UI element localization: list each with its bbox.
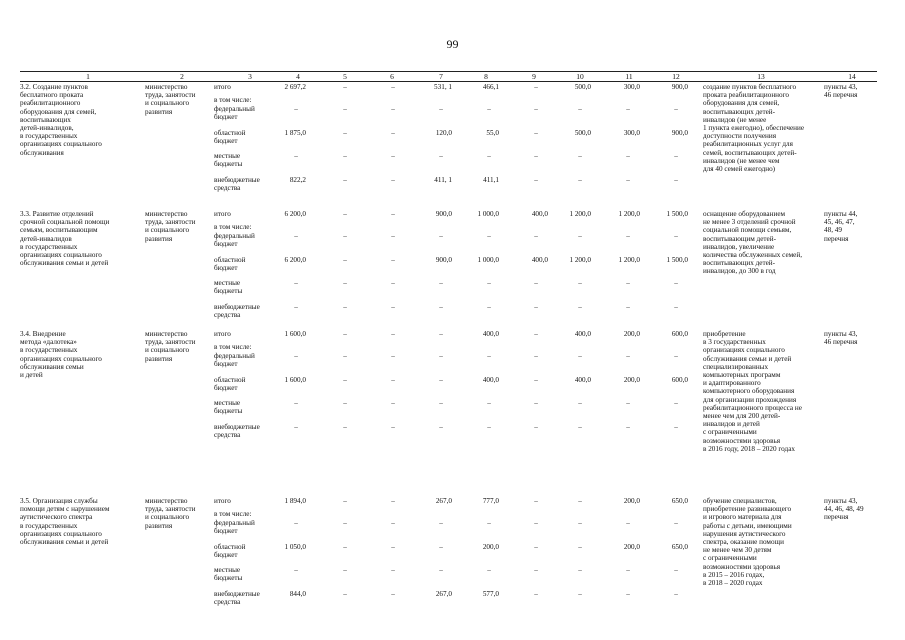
dash-cell: –	[674, 422, 678, 431]
program-list-points: пункты 44, 45, 46, 47, 48, 49 перечня	[824, 210, 858, 243]
column-number: 14	[848, 72, 856, 81]
dash-cell: –	[674, 279, 678, 287]
dash-cell: –	[626, 279, 630, 287]
dash-cell: –	[439, 375, 443, 384]
dash-cell: –	[534, 352, 538, 360]
dash-cell: –	[343, 497, 347, 505]
amount-cell: 300,0	[623, 128, 640, 137]
dash-cell: –	[578, 105, 582, 113]
funding-source-label: местные бюджеты	[214, 566, 243, 583]
funding-source-label: местные бюджеты	[214, 152, 243, 169]
dash-cell: –	[343, 519, 347, 527]
amount-cell: 120,0	[435, 128, 452, 137]
amount-cell: 1 000,0	[477, 210, 499, 218]
amount-cell: 1 894,0	[284, 497, 306, 505]
amount-cell: 1 000,0	[477, 255, 499, 264]
funding-source-label: итого	[214, 497, 231, 505]
amount-cell: 1 050,0	[284, 542, 306, 551]
funding-source-label: итого	[214, 330, 231, 338]
amount-cell: 200,0	[623, 375, 640, 384]
dash-cell: –	[343, 105, 347, 113]
dash-cell: –	[578, 152, 582, 160]
column-number: 12	[672, 72, 680, 81]
dash-cell: –	[391, 128, 395, 137]
amount-cell: 500,0	[574, 128, 591, 137]
dash-cell: –	[578, 542, 582, 551]
program-list-points: пункты 43, 46 перечня	[824, 83, 858, 100]
dash-cell: –	[626, 422, 630, 431]
funding-source-label: областной бюджет	[214, 128, 246, 145]
dash-cell: –	[487, 232, 491, 240]
amount-cell: 466,1	[482, 83, 499, 91]
expected-result: обучение специалистов, приобретение развивающего и игрового материала для работы с детьми, имеющими нарушения аутистического спектра, оказание помощи не менее чем 30 детям с ограниченными возможностями здоровья в 2015 – 2016 годах, в 2018 – 2020 годах	[703, 497, 792, 588]
funding-source-label: итого	[214, 210, 231, 218]
dash-cell: –	[343, 375, 347, 384]
amount-cell: 577,0	[482, 589, 499, 598]
responsible-executor: министерство труда, занятости и социального развития	[145, 330, 196, 363]
amount-cell: 400,0	[531, 255, 548, 264]
column-number: 4	[296, 72, 300, 81]
dash-cell: –	[578, 175, 582, 184]
dash-cell: –	[391, 542, 395, 551]
dash-cell: –	[343, 255, 347, 264]
dash-cell: –	[674, 399, 678, 407]
amount-cell: 1 200,0	[618, 210, 640, 218]
amount-cell: 200,0	[623, 542, 640, 551]
amount-cell: 531, 1	[434, 83, 452, 91]
dash-cell: –	[674, 152, 678, 160]
column-number: 3	[248, 72, 252, 81]
dash-cell: –	[391, 352, 395, 360]
amount-cell: 1 600,0	[284, 375, 306, 384]
dash-cell: –	[674, 352, 678, 360]
dash-cell: –	[534, 279, 538, 287]
amount-cell: 600,0	[671, 375, 688, 384]
funding-source-label: областной бюджет	[214, 542, 246, 559]
dash-cell: –	[534, 175, 538, 184]
amount-cell: 650,0	[671, 542, 688, 551]
funding-source-label: федеральный бюджет	[214, 352, 255, 369]
column-number: 11	[625, 72, 633, 81]
dash-cell: –	[674, 175, 678, 184]
dash-cell: –	[294, 105, 298, 113]
dash-cell: –	[343, 232, 347, 240]
dash-cell: –	[294, 279, 298, 287]
amount-cell: 55,0	[486, 128, 499, 137]
dash-cell: –	[391, 497, 395, 505]
dash-cell: –	[487, 352, 491, 360]
dash-cell: –	[343, 399, 347, 407]
amount-cell: 1 875,0	[284, 128, 306, 137]
funding-source-label: федеральный бюджет	[214, 105, 255, 122]
dash-cell: –	[578, 399, 582, 407]
amount-cell: 6 200,0	[284, 255, 306, 264]
column-number: 7	[439, 72, 443, 81]
dash-cell: –	[487, 399, 491, 407]
amount-cell: 777,0	[482, 497, 499, 505]
funding-source-label: в том числе:	[214, 342, 252, 351]
funding-source-label: областной бюджет	[214, 375, 246, 392]
dash-cell: –	[534, 519, 538, 527]
dash-cell: –	[487, 566, 491, 574]
column-number: 8	[484, 72, 488, 81]
dash-cell: –	[343, 422, 347, 431]
dash-cell: –	[294, 152, 298, 160]
program-list-points: пункты 43, 46 перечня	[824, 330, 858, 347]
dash-cell: –	[534, 375, 538, 384]
funding-source-label: областной бюджет	[214, 255, 246, 272]
amount-cell: 400,0	[482, 330, 499, 338]
responsible-executor: министерство труда, занятости и социального развития	[145, 210, 196, 243]
dash-cell: –	[534, 302, 538, 311]
dash-cell: –	[578, 589, 582, 598]
dash-cell: –	[626, 519, 630, 527]
amount-cell: 1 500,0	[666, 210, 688, 218]
dash-cell: –	[626, 175, 630, 184]
dash-cell: –	[391, 519, 395, 527]
dash-cell: –	[439, 105, 443, 113]
funding-source-label: в том числе:	[214, 509, 252, 518]
dash-cell: –	[534, 497, 538, 505]
funding-source-label: в том числе:	[214, 95, 252, 104]
dash-cell: –	[626, 232, 630, 240]
column-number: 9	[532, 72, 536, 81]
amount-cell: 300,0	[623, 83, 640, 91]
dash-cell: –	[487, 105, 491, 113]
dash-cell: –	[343, 302, 347, 311]
amount-cell: 400,0	[574, 330, 591, 338]
dash-cell: –	[391, 589, 395, 598]
dash-cell: –	[391, 105, 395, 113]
measure-name: 3.4. Внедрение метода «далотека» в государственных организациях социального обслуживания семьи и детей	[20, 330, 102, 380]
measure-name: 3.5. Организация службы помощи детям с нарушением аутистического спектра в государственных организациях социального обслуживания семьи и детей	[20, 497, 110, 547]
dash-cell: –	[343, 83, 347, 91]
funding-source-label: внебюджетные средства	[214, 302, 260, 319]
amount-cell: 200,0	[623, 497, 640, 505]
amount-cell: 400,0	[574, 375, 591, 384]
column-number: 2	[180, 72, 184, 81]
dash-cell: –	[343, 152, 347, 160]
dash-cell: –	[294, 232, 298, 240]
dash-cell: –	[391, 232, 395, 240]
dash-cell: –	[439, 352, 443, 360]
amount-cell: 1 500,0	[666, 255, 688, 264]
dash-cell: –	[674, 302, 678, 311]
dash-cell: –	[487, 152, 491, 160]
dash-cell: –	[439, 152, 443, 160]
dash-cell: –	[439, 422, 443, 431]
dash-cell: –	[391, 566, 395, 574]
responsible-executor: министерство труда, занятости и социального развития	[145, 497, 196, 530]
dash-cell: –	[578, 302, 582, 311]
dash-cell: –	[626, 566, 630, 574]
amount-cell: 267,0	[435, 497, 452, 505]
dash-cell: –	[391, 210, 395, 218]
dash-cell: –	[674, 232, 678, 240]
dash-cell: –	[626, 589, 630, 598]
dash-cell: –	[534, 542, 538, 551]
dash-cell: –	[391, 255, 395, 264]
funding-source-label: итого	[214, 83, 231, 91]
funding-source-label: местные бюджеты	[214, 399, 243, 416]
column-number: 5	[343, 72, 347, 81]
amount-cell: 500,0	[574, 83, 591, 91]
dash-cell: –	[578, 232, 582, 240]
dash-cell: –	[294, 519, 298, 527]
dash-cell: –	[578, 352, 582, 360]
dash-cell: –	[391, 422, 395, 431]
amount-cell: 900,0	[435, 210, 452, 218]
amount-cell: 1 200,0	[569, 255, 591, 264]
dash-cell: –	[391, 83, 395, 91]
dash-cell: –	[343, 352, 347, 360]
dash-cell: –	[578, 279, 582, 287]
dash-cell: –	[487, 519, 491, 527]
dash-cell: –	[343, 566, 347, 574]
dash-cell: –	[294, 302, 298, 311]
dash-cell: –	[294, 566, 298, 574]
dash-cell: –	[578, 497, 582, 505]
dash-cell: –	[626, 105, 630, 113]
dash-cell: –	[439, 542, 443, 551]
amount-cell: 1 600,0	[284, 330, 306, 338]
funding-source-label: внебюджетные средства	[214, 422, 260, 439]
column-number: 6	[390, 72, 394, 81]
dash-cell: –	[391, 175, 395, 184]
dash-cell: –	[626, 302, 630, 311]
dash-cell: –	[578, 566, 582, 574]
dash-cell: –	[674, 105, 678, 113]
dash-cell: –	[534, 128, 538, 137]
dash-cell: –	[534, 330, 538, 338]
funding-source-label: в том числе:	[214, 222, 252, 231]
dash-cell: –	[439, 279, 443, 287]
dash-cell: –	[343, 589, 347, 598]
column-number: 13	[757, 72, 765, 81]
dash-cell: –	[534, 566, 538, 574]
dash-cell: –	[534, 399, 538, 407]
amount-cell: 822,2	[289, 175, 306, 184]
dash-cell: –	[391, 375, 395, 384]
amount-cell: 900,0	[671, 128, 688, 137]
funding-source-label: местные бюджеты	[214, 279, 243, 296]
amount-cell: 400,0	[531, 210, 548, 218]
dash-cell: –	[626, 352, 630, 360]
dash-cell: –	[487, 302, 491, 311]
amount-cell: 600,0	[671, 330, 688, 338]
dash-cell: –	[391, 302, 395, 311]
amount-cell: 411, 1	[434, 175, 452, 184]
responsible-executor: министерство труда, занятости и социального развития	[145, 83, 196, 116]
column-number: 10	[576, 72, 584, 81]
amount-cell: 411,1	[483, 175, 499, 184]
dash-cell: –	[487, 422, 491, 431]
dash-cell: –	[534, 422, 538, 431]
expected-result: создание пунктов бесплатного проката реабилитационного оборудования для семей, воспитывающих детей- инвалидов (не менее 1 пункта ежегодно), обеспечение доступности получения реабилитационных услуг для семей, воспитывающих детей- инвалидов (не менее чем для 40 семей ежегодно)	[703, 83, 805, 174]
dash-cell: –	[343, 542, 347, 551]
dash-cell: –	[343, 330, 347, 338]
dash-cell: –	[439, 330, 443, 338]
dash-cell: –	[534, 589, 538, 598]
dash-cell: –	[534, 83, 538, 91]
dash-cell: –	[343, 210, 347, 218]
program-list-points: пункты 43, 44, 46, 48, 49 перечня	[824, 497, 864, 522]
amount-cell: 200,0	[482, 542, 499, 551]
dash-cell: –	[294, 352, 298, 360]
page-number: 99	[446, 37, 459, 51]
dash-cell: –	[487, 279, 491, 287]
measure-name: 3.3. Развитие отделений срочной социальной помощи семьям, воспитывающим детей-инвалидов в государственных организациях социального обслуживания семьи и детей	[20, 210, 110, 268]
measure-name: 3.2. Создание пунктов бесплатного проката реабилитационного оборудования для семей, воспитывающих детей-инвалидов, в государственных организациях социального обслуживания	[20, 83, 102, 157]
dash-cell: –	[391, 279, 395, 287]
funding-source-label: внебюджетные средства	[214, 175, 260, 192]
dash-cell: –	[439, 399, 443, 407]
dash-cell: –	[439, 232, 443, 240]
dash-cell: –	[294, 399, 298, 407]
dash-cell: –	[343, 279, 347, 287]
dash-cell: –	[439, 566, 443, 574]
amount-cell: 900,0	[671, 83, 688, 91]
dash-cell: –	[674, 566, 678, 574]
dash-cell: –	[578, 422, 582, 431]
dash-cell: –	[534, 232, 538, 240]
dash-cell: –	[534, 152, 538, 160]
dash-cell: –	[578, 519, 582, 527]
dash-cell: –	[391, 399, 395, 407]
funding-source-label: внебюджетные средства	[214, 589, 260, 606]
amount-cell: 844,0	[289, 589, 306, 598]
dash-cell: –	[439, 519, 443, 527]
dash-cell: –	[534, 105, 538, 113]
amount-cell: 2 697,2	[284, 83, 306, 91]
amount-cell: 1 200,0	[569, 210, 591, 218]
column-number: 1	[86, 72, 90, 81]
dash-cell: –	[439, 302, 443, 311]
dash-cell: –	[674, 519, 678, 527]
dash-cell: –	[294, 422, 298, 431]
column-number-header	[20, 71, 877, 82]
dash-cell: –	[626, 152, 630, 160]
amount-cell: 200,0	[623, 330, 640, 338]
amount-cell: 650,0	[671, 497, 688, 505]
amount-cell: 1 200,0	[618, 255, 640, 264]
amount-cell: 6 200,0	[284, 210, 306, 218]
dash-cell: –	[343, 128, 347, 137]
amount-cell: 400,0	[482, 375, 499, 384]
dash-cell: –	[391, 330, 395, 338]
expected-result: оснащение оборудованием не менее 3 отделений срочной социальной помощи семьям, воспитывающим детей- инвалидов, увеличение количества обслуженных семей, воспитывающих детей- инвалидов, до 300 в год	[703, 210, 803, 276]
expected-result: приобретение в 3 государственных организациях социального обслуживания семьи и детей специализированных компьютерных программ и адаптированного компьютерного оборудования для организации прохождения реабилитационного процесса не менее чем для 200 детей- инвалидов и детей с ограниченными возможностями здоровья в 2016 году, 2018 – 2020 годах	[703, 330, 802, 453]
funding-source-label: федеральный бюджет	[214, 519, 255, 536]
dash-cell: –	[391, 152, 395, 160]
amount-cell: 900,0	[435, 255, 452, 264]
dash-cell: –	[674, 589, 678, 598]
funding-source-label: федеральный бюджет	[214, 232, 255, 249]
amount-cell: 267,0	[435, 589, 452, 598]
dash-cell: –	[343, 175, 347, 184]
dash-cell: –	[626, 399, 630, 407]
